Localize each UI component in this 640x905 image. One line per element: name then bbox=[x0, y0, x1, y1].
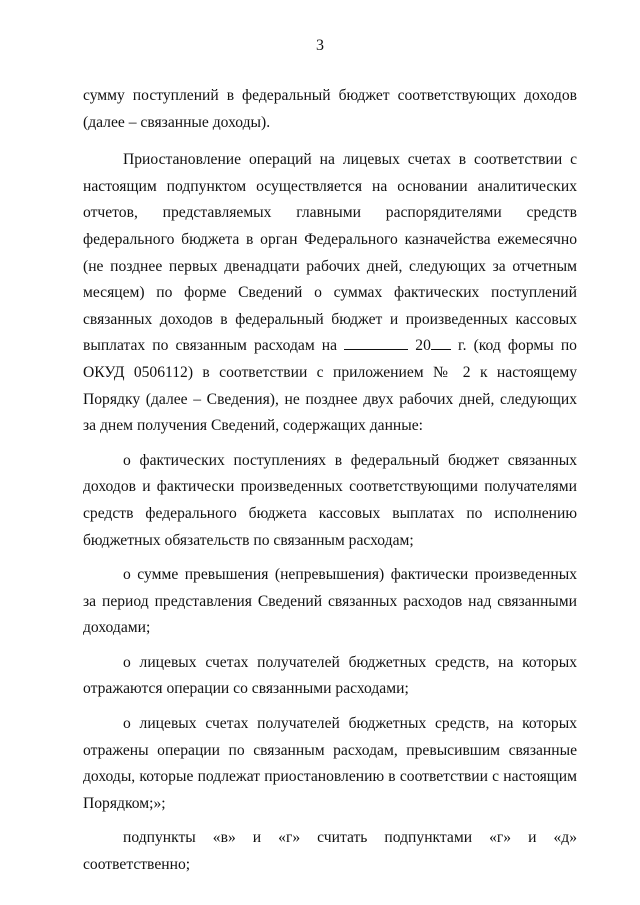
paragraph-item-excess: о сумме превышения (непревышения) фактически произведенных за период представления Сведений связанных расходов над связанными доходами; bbox=[83, 566, 577, 637]
page-number: 3 bbox=[316, 37, 324, 54]
paragraph-continuation: сумму поступлений в федеральный бюджет соответствующих доходов (далее – связанные доходы). bbox=[83, 87, 577, 131]
date-blank-field bbox=[344, 335, 408, 350]
paragraph-item-accounts: о лицевых счетах получателей бюджетных средств, на которых отражаются операции со связанными расходами; bbox=[83, 653, 577, 698]
year-blank-field bbox=[431, 335, 451, 350]
paragraph-item-receipts: о фактических поступлениях в федеральный бюджет связанных доходов и фактически произведенных соответствующими получателями средств федерального бюджета кассовых выплатах по исполнению бюджетных обязательств по связанным расходам; bbox=[83, 451, 577, 549]
paragraph-suspension-operations bbox=[83, 147, 577, 440]
paragraph-text-end: г. (код формы по ОКУД 0506112) в соответствии с приложением № 2 к настоящему Порядку (далее – Сведения), не позднее двух рабочих дней, следующих за днем получения Сведений, содержащих данные: bbox=[83, 337, 577, 435]
paragraph-text: Приостановление операций на лицевых счетах в соответствии с настоящим подпунктом осуществляется на основании аналитических отчетов, представляемых главными распорядителями средств федерального бюджета в орган Федерального казначейства ежемесячно (не позднее первых двенадцати рабочих дней, следующих за отчетным месяцем) по форме Сведений о суммах фактических поступлений связанных доходов в федеральный бюджет и произведенных кассовых выплатах по связанным расходам на bbox=[83, 151, 577, 355]
paragraph-item-accounts-exceeded: о лицевых счетах получателей бюджетных средств, на которых отражены операции по связанным расходам, превысившим связанные доходы, которые подлежат приостановлению в соответствии с настоящим Порядком;»; bbox=[83, 715, 577, 812]
document-body bbox=[83, 83, 577, 879]
paragraph-subpoints-renumber: подпункты «в» и «г» считать подпунктами «г» и «д» соответственно; bbox=[83, 829, 577, 874]
year-prefix: 20 bbox=[415, 337, 431, 355]
